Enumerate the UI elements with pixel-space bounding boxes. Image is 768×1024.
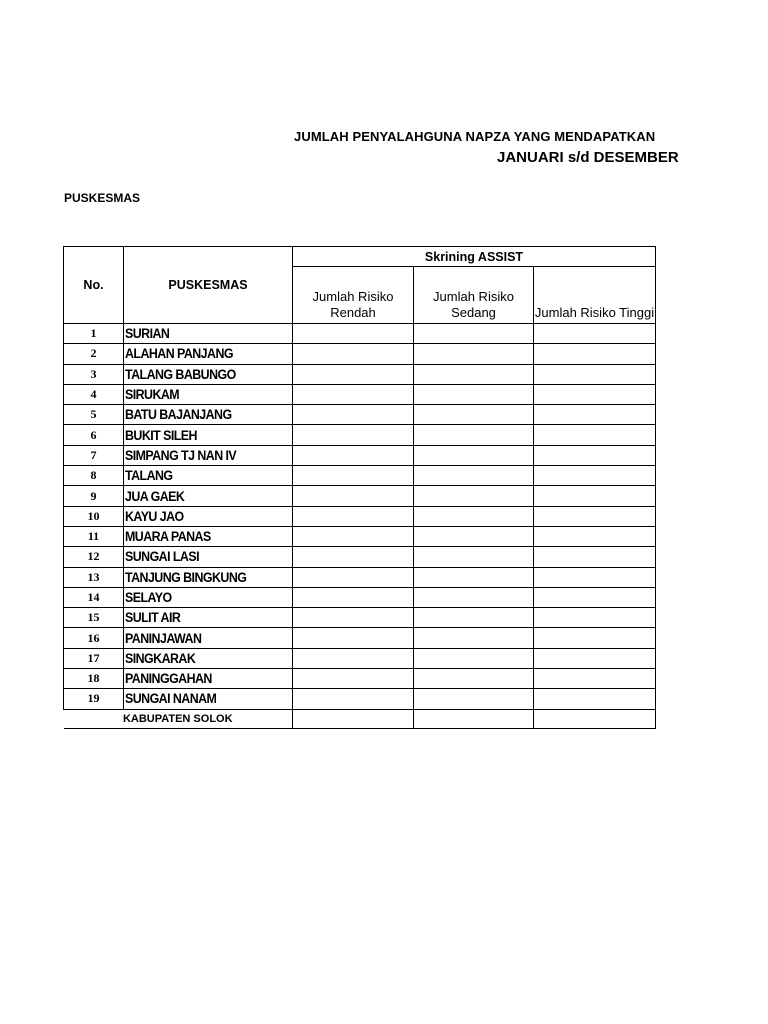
table-row bbox=[64, 608, 656, 628]
header-risiko-sedang: Jumlah Risiko Sedang bbox=[414, 267, 534, 324]
header-risiko-tinggi: Jumlah Risiko Tinggi bbox=[534, 267, 656, 324]
table-row bbox=[64, 324, 656, 344]
cell-risiko-tinggi bbox=[534, 405, 656, 425]
section-label: PUSKESMAS bbox=[64, 191, 141, 205]
puskesmas-name-text: KAYU JAO bbox=[125, 508, 184, 524]
cell-risiko-tinggi bbox=[534, 364, 656, 384]
puskesmas-name-text: SINGKARAK bbox=[125, 650, 196, 666]
table-row bbox=[64, 364, 656, 384]
table-row bbox=[64, 547, 656, 567]
cell-risiko-rendah bbox=[293, 526, 414, 546]
puskesmas-name bbox=[124, 689, 293, 709]
row-number: 3 bbox=[64, 364, 124, 384]
table-row bbox=[64, 344, 656, 364]
puskesmas-name-text: SIMPANG TJ NAN IV bbox=[125, 447, 237, 463]
puskesmas-name-text: SURIAN bbox=[125, 326, 170, 342]
puskesmas-name-text: PANINGGAHAN bbox=[125, 671, 212, 687]
puskesmas-name-text: JUA GAEK bbox=[125, 488, 185, 504]
cell-risiko-rendah bbox=[293, 486, 414, 506]
row-number: 16 bbox=[64, 628, 124, 648]
table-row bbox=[64, 384, 656, 404]
cell-risiko-tinggi bbox=[534, 669, 656, 689]
cell-risiko-rendah bbox=[293, 648, 414, 668]
puskesmas-name-text: MUARA PANAS bbox=[125, 529, 211, 545]
cell-risiko-rendah bbox=[293, 587, 414, 607]
puskesmas-name bbox=[124, 648, 293, 668]
puskesmas-name bbox=[124, 526, 293, 546]
row-number: 2 bbox=[64, 344, 124, 364]
cell-risiko-sedang bbox=[414, 628, 534, 648]
cell-risiko-sedang bbox=[414, 425, 534, 445]
cell-risiko-tinggi bbox=[534, 466, 656, 486]
table-row bbox=[64, 506, 656, 526]
table-row bbox=[64, 567, 656, 587]
puskesmas-name-text: SUNGAI NANAM bbox=[125, 691, 217, 707]
puskesmas-name-text: BUKIT SILEH bbox=[125, 427, 197, 443]
cell-risiko-rendah bbox=[293, 344, 414, 364]
cell-risiko-sedang bbox=[414, 587, 534, 607]
puskesmas-name-text: SELAYO bbox=[125, 590, 172, 605]
total-risiko-sedang bbox=[414, 709, 534, 728]
puskesmas-name bbox=[124, 547, 293, 567]
row-number: 15 bbox=[64, 608, 124, 628]
row-number: 7 bbox=[64, 445, 124, 465]
cell-risiko-sedang bbox=[414, 405, 534, 425]
table-row bbox=[64, 486, 656, 506]
cell-risiko-tinggi bbox=[534, 587, 656, 607]
cell-risiko-rendah bbox=[293, 384, 414, 404]
table-row bbox=[64, 526, 656, 546]
puskesmas-name bbox=[124, 669, 293, 689]
cell-risiko-tinggi bbox=[534, 344, 656, 364]
puskesmas-name bbox=[124, 384, 293, 404]
table-row bbox=[64, 425, 656, 445]
cell-risiko-rendah bbox=[293, 628, 414, 648]
cell-risiko-sedang bbox=[414, 364, 534, 384]
row-number: 12 bbox=[64, 547, 124, 567]
cell-risiko-sedang bbox=[414, 445, 534, 465]
puskesmas-name bbox=[124, 567, 293, 587]
cell-risiko-rendah bbox=[293, 405, 414, 425]
screening-table bbox=[63, 246, 656, 729]
table-row bbox=[64, 445, 656, 465]
row-number: 14 bbox=[64, 587, 124, 607]
cell-risiko-rendah bbox=[293, 324, 414, 344]
puskesmas-name bbox=[124, 628, 293, 648]
cell-risiko-tinggi bbox=[534, 648, 656, 668]
document-period: JANUARI s/d DESEMBER bbox=[497, 149, 679, 166]
cell-risiko-sedang bbox=[414, 486, 534, 506]
table-row bbox=[64, 466, 656, 486]
row-number: 13 bbox=[64, 567, 124, 587]
cell-risiko-tinggi bbox=[534, 506, 656, 526]
cell-risiko-sedang bbox=[414, 466, 534, 486]
puskesmas-name bbox=[124, 486, 293, 506]
puskesmas-name bbox=[124, 506, 293, 526]
puskesmas-name-text: SIRUKAM bbox=[125, 387, 180, 403]
cell-risiko-rendah bbox=[293, 445, 414, 465]
cell-risiko-sedang bbox=[414, 608, 534, 628]
cell-risiko-sedang bbox=[414, 384, 534, 404]
row-number: 19 bbox=[64, 689, 124, 709]
row-number: 9 bbox=[64, 486, 124, 506]
row-number: 17 bbox=[64, 648, 124, 668]
table-row bbox=[64, 669, 656, 689]
total-row bbox=[64, 709, 656, 728]
header-skrining-assist: Skrining ASSIST bbox=[293, 247, 656, 267]
cell-risiko-tinggi bbox=[534, 324, 656, 344]
puskesmas-name-text: PANINJAWAN bbox=[125, 630, 202, 646]
row-number: 6 bbox=[64, 425, 124, 445]
header-no: No. bbox=[64, 247, 124, 324]
cell-risiko-rendah bbox=[293, 506, 414, 526]
puskesmas-name bbox=[124, 466, 293, 486]
document-title: JUMLAH PENYALAHGUNA NAPZA YANG MENDAPATKAN bbox=[294, 129, 656, 144]
puskesmas-name-text: SUNGAI LASI bbox=[125, 549, 199, 565]
row-number: 4 bbox=[64, 384, 124, 404]
cell-risiko-rendah bbox=[293, 669, 414, 689]
row-number: 10 bbox=[64, 506, 124, 526]
cell-risiko-sedang bbox=[414, 648, 534, 668]
cell-risiko-sedang bbox=[414, 506, 534, 526]
puskesmas-name-text: ALAHAN PANJANG bbox=[125, 346, 233, 362]
puskesmas-name-text: TANJUNG BINGKUNG bbox=[125, 569, 247, 585]
cell-risiko-tinggi bbox=[534, 628, 656, 648]
puskesmas-name bbox=[124, 445, 293, 465]
cell-risiko-tinggi bbox=[534, 526, 656, 546]
cell-risiko-tinggi bbox=[534, 567, 656, 587]
header-risiko-rendah: Jumlah Risiko Rendah bbox=[293, 267, 414, 324]
cell-risiko-tinggi bbox=[534, 425, 656, 445]
cell-risiko-sedang bbox=[414, 669, 534, 689]
cell-risiko-sedang bbox=[414, 567, 534, 587]
puskesmas-name bbox=[124, 324, 293, 344]
total-risiko-tinggi bbox=[534, 709, 656, 728]
cell-risiko-sedang bbox=[414, 344, 534, 364]
row-number: 5 bbox=[64, 405, 124, 425]
cell-risiko-tinggi bbox=[534, 608, 656, 628]
cell-risiko-rendah bbox=[293, 425, 414, 445]
total-risiko-rendah bbox=[293, 709, 414, 728]
cell-risiko-tinggi bbox=[534, 384, 656, 404]
puskesmas-name bbox=[124, 425, 293, 445]
header-puskesmas: PUSKESMAS bbox=[124, 247, 293, 324]
table-row bbox=[64, 628, 656, 648]
puskesmas-name bbox=[124, 405, 293, 425]
cell-risiko-tinggi bbox=[534, 547, 656, 567]
total-label: KABUPATEN SOLOK bbox=[64, 709, 293, 728]
puskesmas-name-text: TALANG BABUNGO bbox=[125, 366, 236, 382]
puskesmas-name bbox=[124, 364, 293, 384]
table-body bbox=[64, 324, 656, 729]
table-row bbox=[64, 587, 656, 607]
cell-risiko-sedang bbox=[414, 547, 534, 567]
puskesmas-name bbox=[124, 344, 293, 364]
puskesmas-name bbox=[124, 587, 293, 607]
cell-risiko-sedang bbox=[414, 324, 534, 344]
cell-risiko-rendah bbox=[293, 567, 414, 587]
cell-risiko-rendah bbox=[293, 364, 414, 384]
puskesmas-name-text: SULIT AIR bbox=[125, 610, 181, 626]
cell-risiko-sedang bbox=[414, 689, 534, 709]
puskesmas-name-text: BATU BAJANJANG bbox=[125, 407, 232, 423]
cell-risiko-rendah bbox=[293, 608, 414, 628]
table-row bbox=[64, 648, 656, 668]
row-number: 8 bbox=[64, 466, 124, 486]
row-number: 11 bbox=[64, 526, 124, 546]
cell-risiko-rendah bbox=[293, 547, 414, 567]
cell-risiko-tinggi bbox=[534, 445, 656, 465]
puskesmas-name bbox=[124, 608, 293, 628]
puskesmas-name-text: TALANG bbox=[125, 468, 173, 484]
row-number: 1 bbox=[64, 324, 124, 344]
cell-risiko-rendah bbox=[293, 466, 414, 486]
row-number: 18 bbox=[64, 669, 124, 689]
table-row bbox=[64, 405, 656, 425]
cell-risiko-tinggi bbox=[534, 486, 656, 506]
table-row bbox=[64, 689, 656, 709]
cell-risiko-sedang bbox=[414, 526, 534, 546]
cell-risiko-tinggi bbox=[534, 689, 656, 709]
cell-risiko-rendah bbox=[293, 689, 414, 709]
